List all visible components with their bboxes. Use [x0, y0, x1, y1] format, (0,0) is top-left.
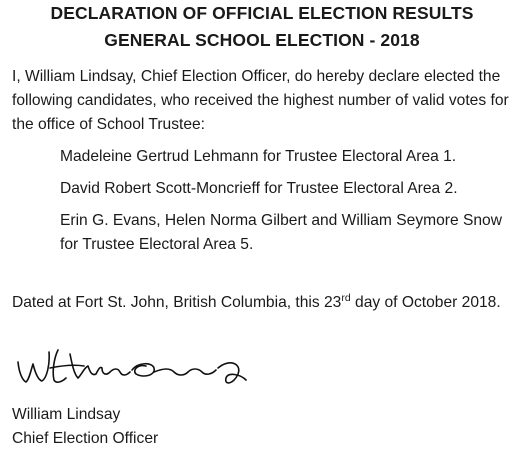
signatory-title: Chief Election Officer: [12, 430, 159, 447]
signature-strokes: [18, 350, 246, 383]
dated-ordinal: rd: [341, 291, 351, 304]
document-title-line-1: DECLARATION OF OFFICIAL ELECTION RESULTS: [50, 3, 474, 23]
elected-candidate-area-2: David Robert Scott-Moncrieff for Trustee Electoral Area 2.: [60, 180, 458, 197]
elected-candidates-area-5: Erin G. Evans, Helen Norma Gilbert and William Seymore Snow for Trustee Electoral Area 5.: [60, 212, 502, 253]
elected-candidate-area-1: Madeleine Gertrud Lehmann for Trustee Electoral Area 1.: [60, 148, 457, 165]
dated-prefix: Dated at Fort St. John, British Columbia, this 23: [12, 294, 342, 311]
dated-statement: [12, 291, 524, 315]
document-title-line-2: GENERAL SCHOOL ELECTION - 2018: [104, 30, 420, 50]
dated-suffix: day of October 2018.: [350, 294, 501, 311]
signatory-name: William Lindsay: [12, 406, 121, 423]
declaration-intro: I, William Lindsay, Chief Election Officer, do hereby declare elected the following candidates, who received the highest number of valid votes for the office of School Trustee:: [12, 68, 509, 133]
handwritten-signature-icon: [14, 344, 254, 396]
